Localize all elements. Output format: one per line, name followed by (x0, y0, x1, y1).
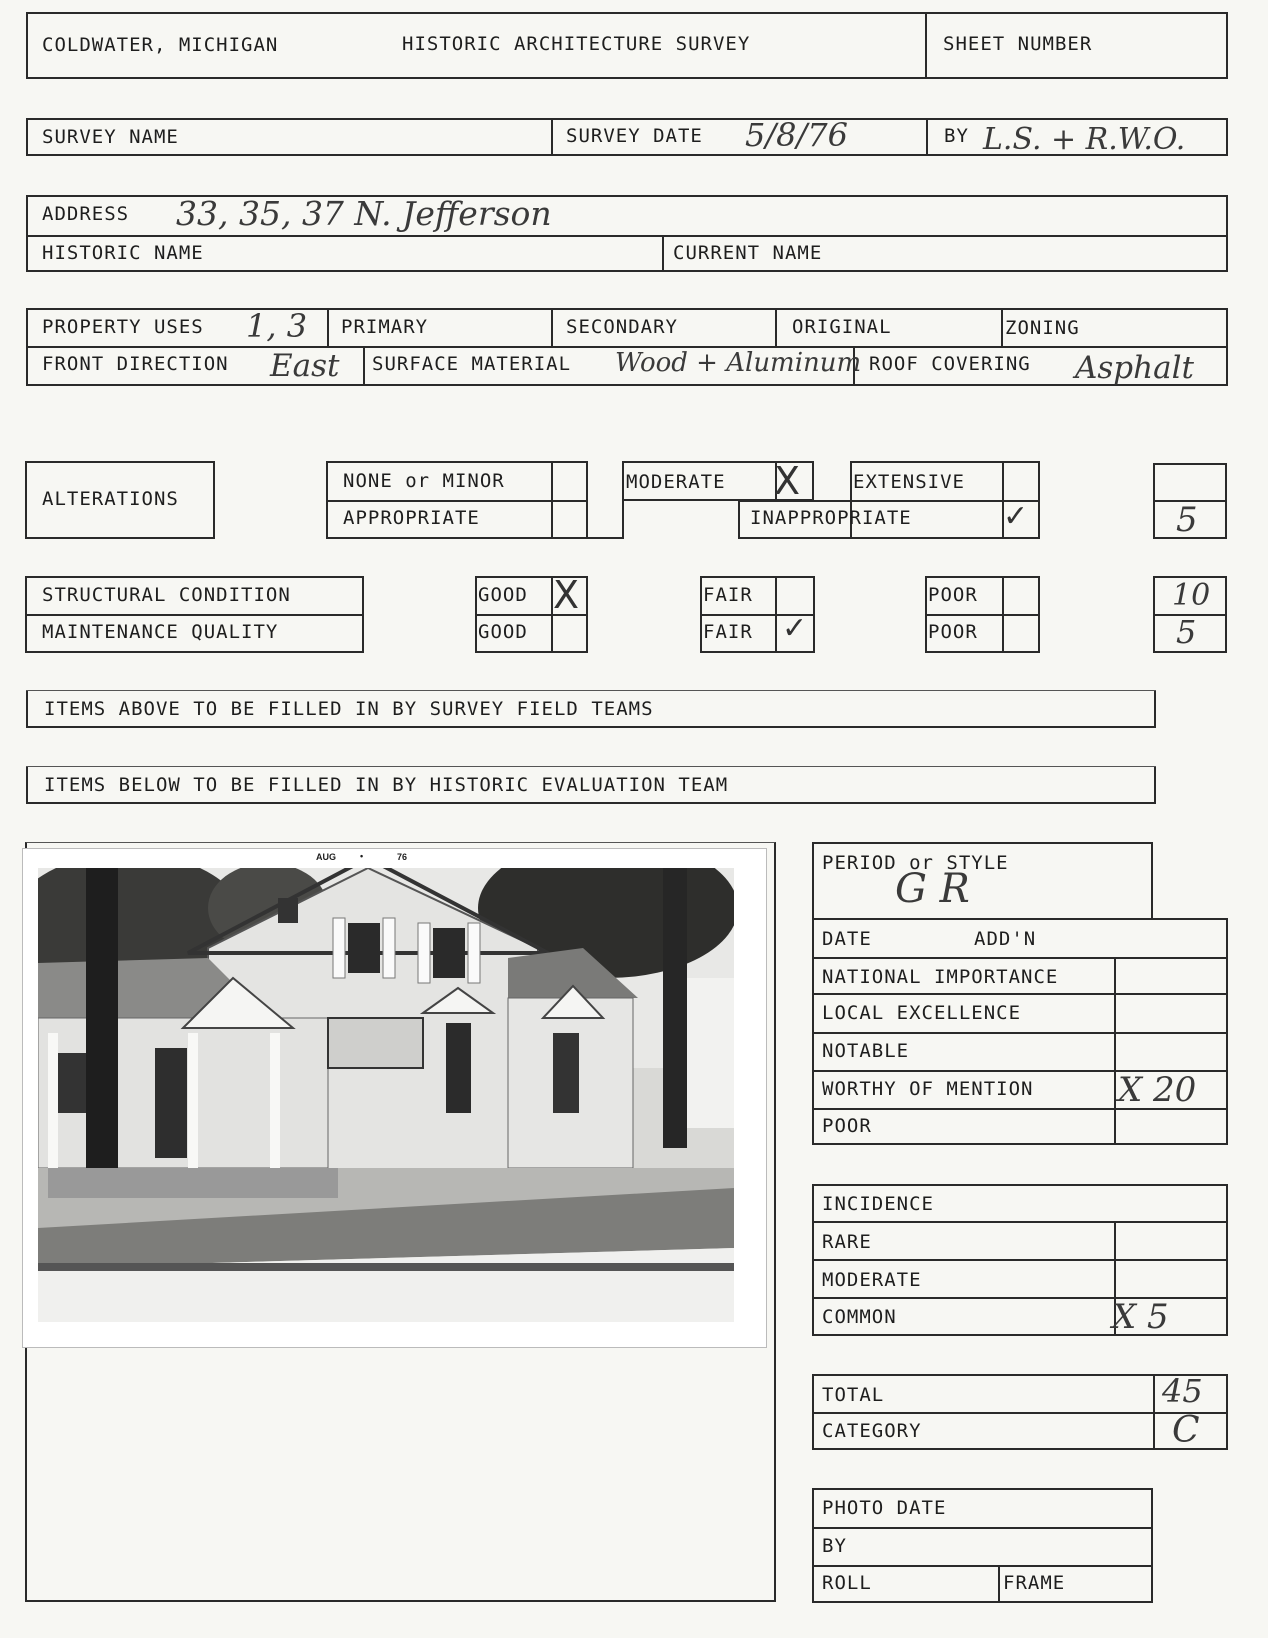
poor-label: POOR (822, 1115, 872, 1137)
fair-divider-v (775, 576, 777, 653)
poor-divider-v (1002, 576, 1004, 653)
photo-by-label: BY (822, 1535, 847, 1557)
historic-name-label: HISTORIC NAME (42, 242, 204, 264)
items-below-top (26, 766, 1156, 767)
common-mark: X 5 (1112, 1297, 1169, 1337)
photo-stamp-dot: • (360, 851, 364, 861)
rare-label: RARE (822, 1231, 872, 1253)
category-value: C (1172, 1410, 1200, 1451)
structural-score: 10 (1172, 578, 1211, 613)
maintenance-quality-label: MAINTENANCE QUALITY (42, 621, 279, 643)
house-photo (38, 868, 734, 1322)
address-divider-v (662, 235, 664, 272)
importance-divider-v (1114, 957, 1116, 1145)
structural-fair-label: FAIR (703, 584, 753, 606)
address-divider-h (26, 235, 1228, 237)
extensive-divider-h (738, 500, 1040, 502)
incidence-label: INCIDENCE (822, 1193, 934, 1215)
items-above-note: ITEMS ABOVE TO BE FILLED IN BY SURVEY FIELD TEAMS (44, 698, 654, 720)
alterations-connector (622, 499, 624, 539)
property-divider-3 (775, 308, 777, 346)
survey-date-label: SURVEY DATE (566, 125, 703, 147)
poor-divider-h (925, 614, 1040, 616)
zoning-label: ZONING (1005, 317, 1080, 339)
totals-divider-v (1153, 1374, 1155, 1450)
front-direction-label: FRONT DIRECTION (42, 353, 229, 375)
condition-divider (25, 614, 364, 616)
structural-good-label: GOOD (478, 584, 528, 606)
inappropriate-left (738, 500, 740, 539)
by-value: L.S. + R.W.O. (983, 122, 1186, 157)
common-label: COMMON (822, 1306, 897, 1328)
survey-date-value: 5/8/76 (745, 116, 848, 154)
address-value: 33, 35, 37 N. Jefferson (176, 194, 552, 233)
photo-stamp-month: AUG (316, 852, 336, 862)
address-label: ADDRESS (42, 203, 130, 225)
importance-divider-2 (812, 993, 1228, 995)
property-uses-label: PROPERTY USES (42, 316, 204, 338)
survey-divider-2 (926, 118, 928, 156)
notable-label: NOTABLE (822, 1040, 910, 1062)
total-label: TOTAL (822, 1384, 885, 1406)
local-excellence-label: LOCAL EXCELLENCE (822, 1002, 1022, 1024)
alterations-score: 5 (1176, 500, 1198, 540)
worthy-label: WORTHY OF MENTION (822, 1078, 1034, 1100)
property-divider-1 (327, 308, 329, 346)
photo-date-label: PHOTO DATE (822, 1497, 947, 1519)
roof-covering-label: ROOF COVERING (869, 353, 1031, 375)
total-value: 45 (1162, 1372, 1203, 1410)
maintenance-fair-label: FAIR (703, 621, 753, 643)
form-title: HISTORIC ARCHITECTURE SURVEY (402, 33, 751, 55)
structural-condition-label: STRUCTURAL CONDITION (42, 584, 291, 606)
national-importance-label: NATIONAL IMPORTANCE (822, 966, 1059, 988)
current-name-label: CURRENT NAME (673, 242, 823, 264)
inappropriate-checkmark: ✓ (1003, 499, 1029, 534)
worthy-mark: X 20 (1118, 1070, 1197, 1110)
photo-info-divider-1 (812, 1527, 1153, 1529)
property-divider-2 (551, 308, 553, 346)
secondary-label: SECONDARY (566, 316, 678, 338)
roll-label: ROLL (822, 1572, 872, 1594)
items-above-top (26, 690, 1156, 691)
maintenance-good-label: GOOD (478, 621, 528, 643)
city-label: COLDWATER, MICHIGAN (42, 34, 279, 56)
primary-label: PRIMARY (341, 316, 429, 338)
maintenance-score: 5 (1176, 613, 1197, 651)
moderate-incidence-label: MODERATE (822, 1269, 922, 1291)
survey-divider-1 (551, 118, 553, 156)
period-value: G R (895, 866, 970, 912)
none-minor-divider-h (326, 500, 588, 502)
moderate-label: MODERATE (626, 471, 726, 493)
alterations-label: ALTERATIONS (42, 488, 179, 510)
property-divider-5 (363, 346, 365, 386)
alterations-connector-h (586, 537, 624, 539)
roof-covering-value: Asphalt (1075, 350, 1194, 386)
items-below-note: ITEMS BELOW TO BE FILLED IN BY HISTORIC EVALUATION TEAM (44, 774, 729, 796)
header-divider (925, 12, 927, 79)
inappropriate-bottom (738, 537, 852, 539)
none-minor-divider-v (551, 461, 553, 539)
category-label: CATEGORY (822, 1420, 922, 1442)
structural-poor-label: POOR (928, 584, 978, 606)
property-divider-4 (1001, 308, 1003, 346)
photo-info-divider-2 (812, 1565, 1153, 1567)
surface-material-label: SURFACE MATERIAL (372, 353, 572, 375)
period-label: PERIOD or STYLE (822, 852, 1009, 874)
date-label: DATE (822, 928, 872, 950)
photo-info-divider-v (998, 1565, 1000, 1603)
frame-label: FRAME (1003, 1572, 1066, 1594)
extensive-label: EXTENSIVE (853, 471, 965, 493)
totals-divider (812, 1412, 1228, 1414)
incidence-divider-2 (812, 1259, 1228, 1261)
property-uses-value: 1, 3 (246, 307, 308, 345)
maintenance-poor-label: POOR (928, 621, 978, 643)
none-minor-label: NONE or MINOR (343, 470, 505, 492)
appropriate-label: APPROPRIATE (343, 507, 480, 529)
photo-stamp-year: 76 (397, 852, 408, 862)
maintenance-fair-checkmark: ✓ (782, 611, 808, 646)
incidence-divider-1 (812, 1221, 1228, 1223)
addn-label: ADD'N (974, 928, 1037, 950)
moderate-checkmark: X (774, 459, 801, 503)
importance-divider-3 (812, 1032, 1228, 1034)
survey-name-label: SURVEY NAME (42, 126, 179, 148)
front-direction-value: East (270, 348, 340, 384)
surface-material-value: Wood + Aluminum (615, 348, 862, 378)
inappropriate-label: INAPPROPRIATE (750, 507, 912, 529)
by-label: BY (944, 125, 969, 147)
structural-good-checkmark: X (553, 573, 580, 617)
importance-divider-1 (812, 957, 1228, 959)
original-label: ORIGINAL (792, 316, 892, 338)
sheet-number-label: SHEET NUMBER (943, 33, 1093, 55)
